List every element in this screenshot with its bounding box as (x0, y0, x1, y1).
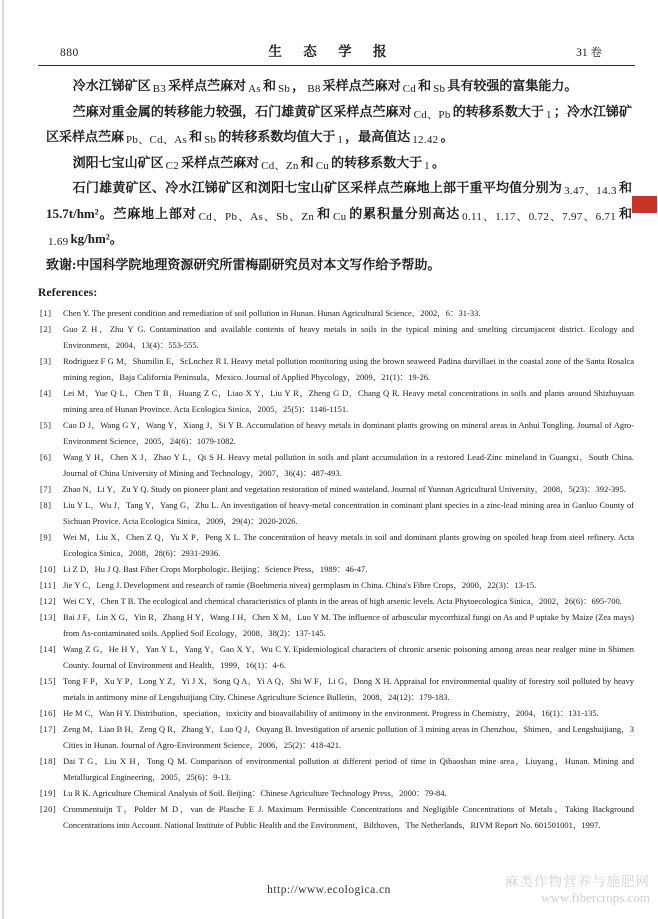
reference-text: Wei C Y，Chen T B. The ecological and chemical characteristics of plants in the areas of high arsenic levels. Acta Phytoecologica Sinica，2002，26(6)：695-700. (63, 596, 622, 606)
watermark-site-name: 麻类作物营养与施肥网 (505, 874, 650, 889)
body-paragraph (46, 101, 632, 152)
inline-value: 1 (337, 134, 344, 146)
paragraph-text: 的累积量分别高达 (348, 205, 461, 221)
reference-text: Bai J F，Lin X G，Yin R，Zhang H Y，Wang J H，Chen X M，Luo Y M. The influence of arbuscular mycorrhizal fungi on As and P uptake by Maize (Zea mays) from As-contaminated soils. Applied Soil Ecology，2008，38(2)：137-145. (63, 612, 634, 638)
reference-number: [4] (40, 388, 52, 398)
reference-item (40, 417, 634, 449)
reference-text: Zhao N，Li Y，Zu Y Q. Study on pioneer plant and vegetation restoration of mined wasteland. Journal of Yunnan Agricultural University，2008，5(23)：392-395. (63, 484, 626, 494)
inline-value: Cd、Zn (261, 159, 299, 172)
reference-text: Lei M，Yue Q L，Chen T B，Huang Z C，Liao X Y，Liu Y R，Zheng G D，Chang Q R. Heavy metal concentrations in soils and plants around Shizhuyuan mining area of Hunan Province. Acta Ecologica Sinica，2005，25(5)：1146-1151. (63, 388, 634, 414)
body-paragraph (46, 177, 632, 254)
paragraph-text: 浏阳七宝山矿区 (72, 154, 164, 170)
reference-item (40, 561, 634, 577)
inline-value: Sb (433, 83, 446, 95)
page-header (40, 0, 634, 60)
reference-text: Lu R K. Agriculture Chemical Analysis of Soil. Beijing：Chinese Agriculture Technology Press，2000：79-84. (63, 788, 447, 798)
reference-text: Guo Z H，Zhu Y G. Contamination and available contents of heavy metals in soils in the typical mining and smelting circumjacent district. Ecology and Environment，2004，13(4)：553-555. (63, 324, 634, 350)
reference-text: Cao D J，Wang G Y，Wang Y，Xiang J，Si Y B. Accumulation of heavy metals in dominant plants growing on mineral areas in Anhui Tongling. Journal of Agro-Environment Science，2005，24(6)：1079-1082. (63, 420, 634, 446)
inline-value: 1.69 (48, 236, 69, 248)
paragraph-text: ， (292, 78, 306, 93)
reference-text: Crommentuijn T，Polder M D，van de Plasche E J. Maximum Permissible Concentrations and Negligible Concentrations of Metals，Taking Background Concentrations into Account. National Institute of Public Health and the Environment，Bilthoven，The Netherlands，RIVM Report No. 601501001，1997. (63, 804, 634, 830)
reference-item (40, 497, 634, 529)
paragraph-text: 。 (431, 154, 445, 170)
body-paragraph (46, 152, 632, 178)
reference-text: Jie Y C，Leng J. Development and research of ramie (Boehmeria nivea) germplasm in China. China's Fibre Crops，2000，22(3)：13-15. (63, 580, 537, 590)
reference-item (40, 385, 634, 417)
page-number: 880 (60, 47, 79, 59)
reference-item (40, 721, 634, 753)
reference-number: [1] (40, 308, 52, 318)
reference-text: Dai T G，Liu X H，Tong Q M. Comparison of environmental pollution at different period of time in Qibaoshan mine area，Liuyang，Hunan. Mining and Metallurgical Engineering，2005，25(6)：9-13. (63, 756, 634, 782)
reference-number: [12] (40, 596, 57, 606)
reference-item (40, 705, 634, 721)
reference-item (40, 609, 634, 641)
reference-text: Liu Y L，Wu J，Tang Y，Yang G，Zhu L. An investigation of heavy-metal concentration in cominant plant species in a zinc-lead mining area in Ganluo County of Sichuan Provice. Acta Ecologica Sinica，2009，29(4)：2020-2026. (63, 500, 634, 526)
paragraph-text: 采样点苎麻对 (322, 78, 401, 93)
paragraph-text: 苎麻对重金属的转移能力较强，石门雄黄矿区采样点苎麻对 (72, 103, 412, 119)
reference-text: Chen Y. The present condition and remediation of soil pollution in Hunan. Hunan Agricultural Science，2002，6：31-33. (63, 308, 481, 318)
inline-value: 0.11、1.17、0.72、7.97、6.71 (462, 210, 617, 223)
paragraph-text: 和 (418, 78, 432, 93)
paragraph-text: 的转移系数大于 (331, 154, 423, 170)
inline-value: 1 (424, 159, 430, 172)
paragraph-text: ；冷水江锑矿区采样点苎麻 (46, 103, 632, 144)
watermark (505, 874, 650, 906)
inline-value: As (248, 83, 261, 95)
paragraph-text: 采样点苎麻对 (181, 154, 260, 170)
reference-number: [15] (40, 676, 57, 686)
reference-text: Rodriguez F G M，Shumilin E，ScLnchez R I. Heavy metal pollution monitoring using the brown seaweed Padina durvillaei in the coastal zone of the Santa Rosalca mining region，Baja California Peninsula，Mexico. Journal of Applied Phycology，2009，21(1)：19-26. (63, 356, 634, 382)
reference-text: Tong F P，Xu Y P，Long Y Z，Yi J X，Song Q A，Yi A Q，Shi W F，Li G，Dong X H. Appraisal for environmental quality of forestry soil polluted by heavy metals in antimony mine of Lengshuijiang City. Chinese Agriculture Science Bulletin，2008，24(12)：179-183. (63, 676, 634, 702)
reference-item (40, 449, 634, 481)
inline-value: Cu (332, 210, 347, 223)
reference-item (40, 305, 634, 321)
inline-value: 3.47、14.3 (564, 185, 617, 197)
paragraph-text: 的转移系数均值大于 (218, 129, 336, 144)
body-paragraphs (46, 75, 632, 254)
paragraph-text: ，最高值达 (345, 129, 411, 144)
paragraph-text: 和 (618, 180, 632, 195)
reference-number: [8] (40, 500, 52, 510)
reference-item (40, 753, 634, 785)
reference-item (40, 673, 634, 705)
inline-value: Pb、Cd、As (126, 134, 188, 146)
volume-label: 31 卷 (576, 47, 602, 59)
body-paragraph (46, 75, 632, 101)
footer-url: http://www.ecologica.cn (267, 884, 391, 896)
reference-item (40, 321, 634, 353)
reference-number: [10] (40, 564, 57, 574)
paragraph-text: 和 (618, 205, 632, 221)
reference-text: He M C，Wan H Y. Distribution，speciation，toxicity and bioavailability of antimony in the environment. Progress in Chemistry，2004，16(1)：131-135. (63, 708, 599, 718)
reference-text: Wang Z G，He H Y，Yan Y L，Yang Y，Gao X Y，Wu C Y. Epidemiological characters of chronic arsenic poisoning among areas near realger mine in Shimen County. Journal of Environment and Health，1999，16(1)：4-6. (63, 644, 634, 670)
inline-value: B8 (307, 83, 321, 95)
reference-number: [14] (40, 644, 57, 654)
reference-number: [17] (40, 724, 57, 734)
paragraph-text: 的转移系数大于 (452, 103, 544, 119)
scan-edge (2, 0, 4, 919)
reference-item (40, 801, 634, 833)
reference-number: [18] (40, 756, 57, 766)
paragraph-text: 和 (262, 78, 276, 93)
acknowledgement: 致谢:中国科学院地理资源研究所雷梅副研究员对本文写作给予帮助。 (46, 256, 441, 272)
paragraph-text: 和 (189, 129, 203, 144)
reference-text: Wei M，Liu X，Chen Z Q，Yu X P，Peng X L. The concentration of heavy metals in soil and dominant plants growing on spoiled heap from steel refinery. Acta Ecologica Sinica，2008，28(6)：2931-2936. (63, 532, 634, 558)
paragraph-text: 15.7t/hm²。苎麻地上部对 (46, 205, 197, 221)
reference-number: [9] (40, 532, 52, 542)
reference-text: Wang Y H，Chen X J，Zhao Y L，Qi S H. Heavy metal pollution in soils and plant accumulation in a restored Lead-Zinc mineland in Guangxi，South China. Journal of China University of Mining and Technology，2007，36(4)：487-493. (63, 452, 634, 478)
reference-number: [6] (40, 452, 52, 462)
inline-value: Sb (277, 83, 291, 95)
reference-item (40, 481, 634, 497)
reference-list (40, 305, 634, 833)
red-marker (632, 196, 657, 213)
reference-number: [3] (40, 356, 52, 366)
reference-number: [20] (40, 804, 57, 814)
inline-value: 12.42 (412, 134, 439, 146)
reference-number: [11] (40, 580, 56, 590)
paragraph-text: 和 (300, 154, 314, 170)
inline-value: Cd、Pb (413, 108, 451, 121)
reference-item (40, 785, 634, 801)
references-heading: References: (38, 287, 98, 299)
paragraph-text: kg/hm²。 (70, 231, 123, 246)
inline-value: Cd (402, 83, 417, 95)
paragraph-text: 石门雄黄矿区、冷水江锑矿区和浏阳七宝山矿区采样点苎麻地上部干重平均值分别为 (72, 180, 563, 195)
reference-item (40, 353, 634, 385)
reference-text: Zeng M，Liao B H，Zeng Q R，Zhang Y，Luo Q J，Ouyang B. Investigation of arsenic pollution of 3 mining areas in Chenzhou，Shimen，and Lengshuijiang，3 Cities in Hunan. Journal of Agro-Environment Science，2006，25(2)：418-421. (63, 724, 634, 750)
reference-number: [13] (40, 612, 57, 622)
journal-title: 生 态 学 报 (268, 44, 396, 59)
reference-number: [19] (40, 788, 57, 798)
watermark-site-url: www.fibercrops.com (541, 890, 650, 905)
reference-text: Li Z D，Hu J Q. Bast Fiber Crops Morphologic. Beijing：Science Press，1989：46-47. (63, 564, 368, 574)
reference-item (40, 529, 634, 561)
paragraph-text: 采样点苎麻对 (168, 78, 247, 93)
paragraph-text: 冷水江锑矿区 (72, 78, 151, 93)
inline-value: C2 (165, 159, 180, 172)
inline-value: Cu (315, 159, 330, 172)
paragraph-text: 具有较强的富集能力。 (447, 78, 578, 93)
reference-number: [2] (40, 324, 52, 334)
inline-value: Sb (204, 134, 217, 146)
paragraph-text: 。 (440, 129, 454, 144)
reference-item (40, 577, 634, 593)
inline-value: B3 (152, 83, 167, 95)
inline-value: Cd、Pb、As、Sb、Zn (198, 210, 315, 223)
reference-number: [16] (40, 708, 57, 718)
header-rule (38, 65, 635, 66)
reference-number: [5] (40, 420, 52, 430)
reference-number: [7] (40, 484, 52, 494)
inline-value: 1 (545, 108, 552, 121)
reference-item (40, 593, 634, 609)
paragraph-text: 和 (316, 205, 331, 221)
reference-item (40, 641, 634, 673)
